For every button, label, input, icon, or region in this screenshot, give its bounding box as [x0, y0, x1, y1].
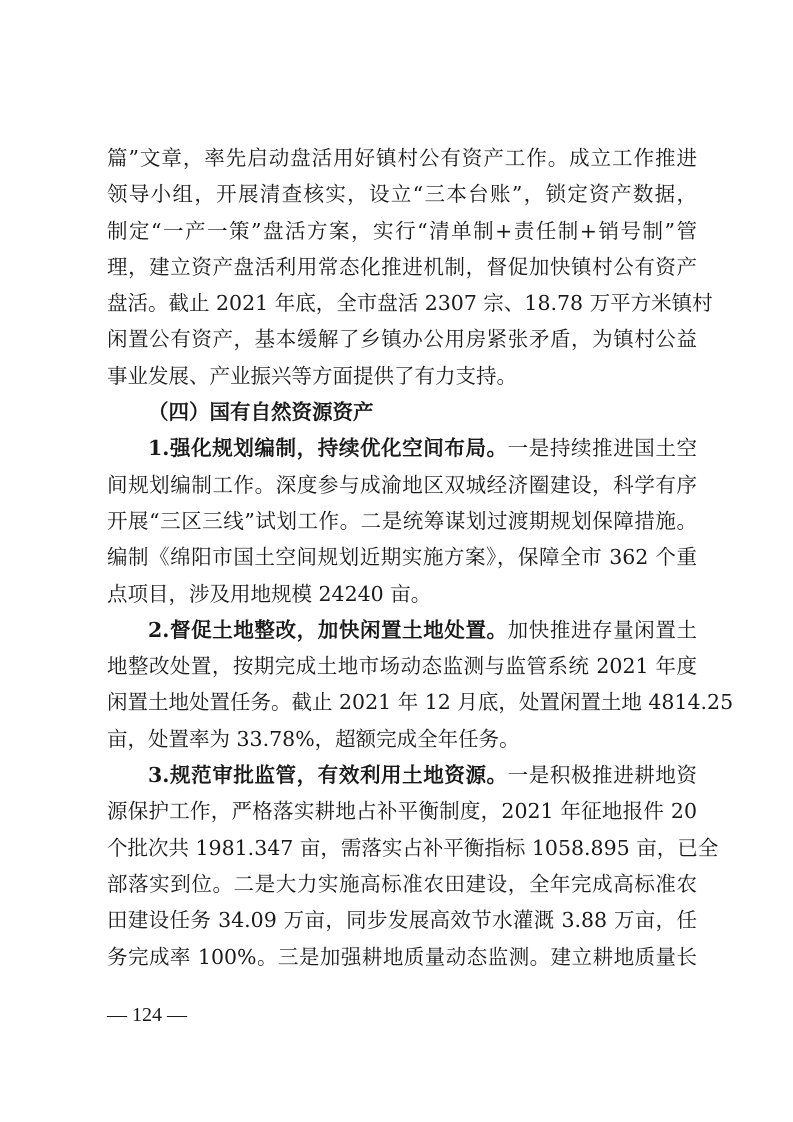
item-2 — [107, 612, 734, 757]
text-line: 制定“一产一策”盘活方案，实行“清单制+责任制+销号制”管 — [107, 218, 697, 243]
document-body — [107, 140, 734, 975]
text-line: 事业发展、产业振兴等方面提供了有力支持。 — [107, 363, 517, 388]
text-line: 闲置土地处置任务。截止 2021 年 12 月底，处置闲置土地 4814.25 — [107, 690, 734, 715]
item-text: 一是持续推进国土空 — [507, 436, 698, 461]
item-title: 2.督促土地整改，加快闲置土地处置。 — [148, 617, 508, 642]
item-3 — [107, 757, 719, 975]
text-line: 开展“三区三线”试划工作。二是统筹谋划过渡期规划保障措施。 — [107, 508, 697, 533]
item-1 — [107, 430, 697, 611]
section-heading: （四）国有自然资源资产 — [148, 400, 374, 425]
item-text: 加快推进存量闲置土 — [507, 617, 698, 642]
text-line: 地整改处置，按期完成土地市场动态监测与监管系统 2021 年度 — [107, 654, 697, 679]
text-line: 盘活。截止 2021 年底，全市盘活 2307 宗、18.78 万平方米镇村 — [107, 291, 713, 316]
paragraph-continuation — [107, 140, 713, 394]
text-line: 点项目，涉及用地规模 24240 亩。 — [107, 581, 432, 606]
text-line — [107, 757, 697, 793]
text-line: 亩，处置率为 33.78%，超额完成全年任务。 — [107, 726, 520, 751]
item-title: 3.规范审批监管，有效利用土地资源。 — [148, 763, 508, 788]
page-number: — 124 — — [107, 1004, 187, 1026]
text-line — [107, 430, 697, 466]
text-line: 篇”文章，率先启动盘活用好镇村公有资产工作。成立工作推进 — [107, 146, 697, 170]
text-line: 源保护工作，严格落实耕地占补平衡制度，2021 年征地报件 20 — [107, 799, 697, 824]
item-text: 一是积极推进耕地资 — [507, 763, 698, 788]
text-line: 理，建立资产盘活利用常态化推进机制，督促加快镇村公有资产 — [107, 254, 697, 279]
text-line: 编制《绵阳市国土空间规划近期实施方案》，保障全市 362 个重 — [107, 545, 697, 570]
text-line: 务完成率 100%。三是加强耕地质量动态监测。建立耕地质量长 — [107, 944, 697, 969]
text-line: 个批次共 1981.347 亩，需落实占补平衡指标 1058.895 亩，已全 — [107, 835, 719, 860]
text-line: 田建设任务 34.09 万亩，同步发展高效节水灌溉 3.88 万亩，任 — [107, 908, 697, 933]
text-line — [107, 612, 697, 648]
text-line: 间规划编制工作。深度参与成渝地区双城经济圈建设，科学有序 — [107, 472, 697, 497]
item-title: 1.强化规划编制，持续优化空间布局。 — [148, 436, 508, 461]
text-line: 部落实到位。二是大力实施高标准农田建设，全年完成高标准农 — [107, 871, 697, 896]
text-line: 领导小组，开展清查核实，设立“三本台账”，锁定资产数据， — [107, 182, 697, 207]
text-line: 闲置公有资产，基本缓解了乡镇办公用房紧张矛盾，为镇村公益 — [107, 327, 697, 352]
